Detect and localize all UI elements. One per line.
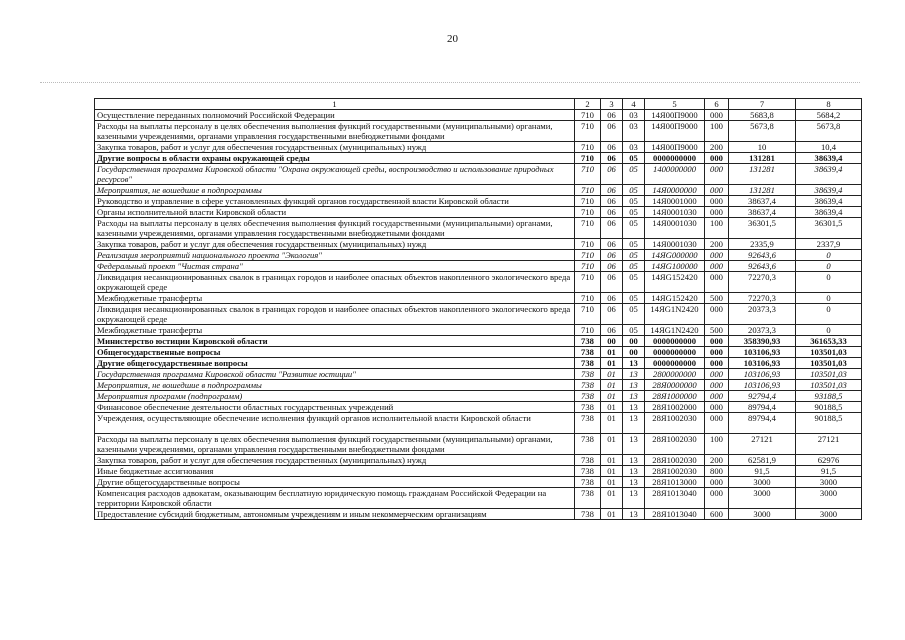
row-name-cell: Иные бюджетные ассигнования bbox=[95, 466, 575, 477]
row-name-cell: Мероприятия программ (подпрограмм) bbox=[95, 391, 575, 402]
row-amount-2021-cell: 103501,03 bbox=[796, 369, 862, 380]
table-row bbox=[95, 218, 862, 239]
row-subsection-cell: 05 bbox=[623, 196, 645, 207]
row-target-article-cell: 28Я1000000 bbox=[645, 391, 705, 402]
row-expense-type-cell: 000 bbox=[705, 477, 729, 488]
header-row bbox=[95, 99, 862, 110]
row-section-cell: 06 bbox=[601, 164, 623, 185]
table-row bbox=[95, 347, 862, 358]
table-row bbox=[95, 413, 862, 434]
table-row bbox=[95, 434, 862, 455]
row-amount-2021-cell: 91,5 bbox=[796, 466, 862, 477]
header-cell: 3 bbox=[601, 99, 623, 110]
row-expense-type-cell: 100 bbox=[705, 121, 729, 142]
row-amount-2021-cell: 38639,4 bbox=[796, 207, 862, 218]
row-name-cell: Другие вопросы в области охраны окружающей среды bbox=[95, 153, 575, 164]
row-expense-type-cell: 200 bbox=[705, 455, 729, 466]
row-amount-2020-cell: 72270,3 bbox=[729, 293, 796, 304]
row-ved-cell: 710 bbox=[575, 272, 601, 293]
row-subsection-cell: 13 bbox=[623, 402, 645, 413]
row-ved-cell: 710 bbox=[575, 304, 601, 325]
table-row bbox=[95, 239, 862, 250]
row-target-article-cell: 14Я0001030 bbox=[645, 239, 705, 250]
row-expense-type-cell: 000 bbox=[705, 413, 729, 434]
row-name-cell: Федеральный проект "Чистая страна" bbox=[95, 261, 575, 272]
row-ved-cell: 738 bbox=[575, 380, 601, 391]
row-amount-2021-cell: 38639,4 bbox=[796, 164, 862, 185]
row-target-article-cell: 14Я0001000 bbox=[645, 196, 705, 207]
row-subsection-cell: 05 bbox=[623, 185, 645, 196]
row-expense-type-cell: 000 bbox=[705, 358, 729, 369]
row-ved-cell: 738 bbox=[575, 466, 601, 477]
row-amount-2021-cell: 361653,33 bbox=[796, 336, 862, 347]
row-target-article-cell: 1400000000 bbox=[645, 164, 705, 185]
row-ved-cell: 738 bbox=[575, 477, 601, 488]
row-amount-2021-cell: 38639,4 bbox=[796, 153, 862, 164]
table-row bbox=[95, 196, 862, 207]
row-expense-type-cell: 000 bbox=[705, 250, 729, 261]
row-target-article-cell: 14Я00П9000 bbox=[645, 121, 705, 142]
row-amount-2020-cell: 3000 bbox=[729, 477, 796, 488]
row-section-cell: 06 bbox=[601, 304, 623, 325]
row-section-cell: 01 bbox=[601, 455, 623, 466]
row-expense-type-cell: 000 bbox=[705, 336, 729, 347]
row-target-article-cell: 0000000000 bbox=[645, 153, 705, 164]
row-amount-2020-cell: 2335,9 bbox=[729, 239, 796, 250]
row-name-cell: Межбюджетные трансферты bbox=[95, 293, 575, 304]
row-target-article-cell: 0000000000 bbox=[645, 347, 705, 358]
row-name-cell: Расходы на выплаты персоналу в целях обеспечения выполнения функций государственными (муниципальными) органами, казенными учреждениями, органами управления государственными внебюджетными фондами bbox=[95, 121, 575, 142]
table-row bbox=[95, 391, 862, 402]
row-amount-2021-cell: 27121 bbox=[796, 434, 862, 455]
row-amount-2021-cell: 0 bbox=[796, 304, 862, 325]
row-section-cell: 00 bbox=[601, 336, 623, 347]
row-subsection-cell: 05 bbox=[623, 304, 645, 325]
row-subsection-cell: 13 bbox=[623, 488, 645, 509]
row-amount-2020-cell: 91,5 bbox=[729, 466, 796, 477]
row-amount-2020-cell: 89794,4 bbox=[729, 402, 796, 413]
row-ved-cell: 738 bbox=[575, 402, 601, 413]
row-expense-type-cell: 000 bbox=[705, 304, 729, 325]
row-amount-2020-cell: 103106,93 bbox=[729, 369, 796, 380]
row-target-article-cell: 14ЯG100000 bbox=[645, 261, 705, 272]
row-section-cell: 06 bbox=[601, 325, 623, 336]
row-name-cell: Реализация мероприятий национального проекта "Экология" bbox=[95, 250, 575, 261]
row-section-cell: 06 bbox=[601, 293, 623, 304]
row-name-cell: Предоставление субсидий бюджетным, автономным учреждениям и иным некоммерческим организациям bbox=[95, 509, 575, 520]
table-row bbox=[95, 142, 862, 153]
row-ved-cell: 738 bbox=[575, 455, 601, 466]
row-expense-type-cell: 600 bbox=[705, 509, 729, 520]
row-amount-2020-cell: 103106,93 bbox=[729, 347, 796, 358]
row-name-cell: Закупка товаров, работ и услуг для обеспечения государственных (муниципальных) нужд bbox=[95, 142, 575, 153]
row-subsection-cell: 05 bbox=[623, 153, 645, 164]
row-subsection-cell: 05 bbox=[623, 325, 645, 336]
row-subsection-cell: 13 bbox=[623, 466, 645, 477]
row-amount-2020-cell: 72270,3 bbox=[729, 272, 796, 293]
row-target-article-cell: 14ЯG1N2420 bbox=[645, 304, 705, 325]
row-subsection-cell: 05 bbox=[623, 293, 645, 304]
row-section-cell: 06 bbox=[601, 196, 623, 207]
row-amount-2021-cell: 90188,5 bbox=[796, 413, 862, 434]
header-cell: 2 bbox=[575, 99, 601, 110]
row-expense-type-cell: 000 bbox=[705, 185, 729, 196]
budget-table bbox=[94, 98, 862, 520]
row-section-cell: 06 bbox=[601, 218, 623, 239]
row-name-cell: Осуществление переданных полномочий Российской Федерации bbox=[95, 110, 575, 121]
row-amount-2021-cell: 38639,4 bbox=[796, 196, 862, 207]
row-name-cell: Ликвидация несанкционированных свалок в границах городов и наиболее опасных объектов накопленного экологического вреда окружающей среде bbox=[95, 304, 575, 325]
row-expense-type-cell: 000 bbox=[705, 369, 729, 380]
table-row bbox=[95, 185, 862, 196]
row-ved-cell: 738 bbox=[575, 413, 601, 434]
row-section-cell: 01 bbox=[601, 380, 623, 391]
row-section-cell: 01 bbox=[601, 413, 623, 434]
row-target-article-cell: 14ЯG000000 bbox=[645, 250, 705, 261]
row-amount-2020-cell: 5683,8 bbox=[729, 110, 796, 121]
row-ved-cell: 738 bbox=[575, 509, 601, 520]
row-amount-2021-cell: 90188,5 bbox=[796, 402, 862, 413]
row-amount-2020-cell: 5673,8 bbox=[729, 121, 796, 142]
row-amount-2020-cell: 358390,93 bbox=[729, 336, 796, 347]
table-row bbox=[95, 325, 862, 336]
row-target-article-cell: 14ЯG1N2420 bbox=[645, 325, 705, 336]
table-row bbox=[95, 402, 862, 413]
row-amount-2021-cell: 93188,5 bbox=[796, 391, 862, 402]
table-row bbox=[95, 164, 862, 185]
row-expense-type-cell: 000 bbox=[705, 272, 729, 293]
row-expense-type-cell: 000 bbox=[705, 380, 729, 391]
row-target-article-cell: 28Я0000000 bbox=[645, 380, 705, 391]
row-name-cell: Межбюджетные трансферты bbox=[95, 325, 575, 336]
table-body bbox=[95, 99, 862, 520]
row-amount-2020-cell: 92643,6 bbox=[729, 250, 796, 261]
page-number: 20 bbox=[447, 33, 458, 45]
row-subsection-cell: 13 bbox=[623, 413, 645, 434]
row-name-cell: Расходы на выплаты персоналу в целях обеспечения выполнения функций государственными (муниципальными) органами, казенными учреждениями, органами управления государственными внебюджетными фондами bbox=[95, 434, 575, 455]
row-expense-type-cell: 000 bbox=[705, 110, 729, 121]
row-amount-2020-cell: 38637,4 bbox=[729, 196, 796, 207]
table-row bbox=[95, 121, 862, 142]
table-row bbox=[95, 261, 862, 272]
row-expense-type-cell: 000 bbox=[705, 164, 729, 185]
row-name-cell: Другие общегосударственные вопросы bbox=[95, 477, 575, 488]
row-section-cell: 01 bbox=[601, 391, 623, 402]
row-ved-cell: 710 bbox=[575, 142, 601, 153]
row-target-article-cell: 28Я1002030 bbox=[645, 455, 705, 466]
row-ved-cell: 710 bbox=[575, 164, 601, 185]
row-expense-type-cell: 000 bbox=[705, 153, 729, 164]
row-amount-2021-cell: 36301,5 bbox=[796, 218, 862, 239]
row-section-cell: 06 bbox=[601, 121, 623, 142]
row-name-cell: Учреждения, осуществляющие обеспечение исполнения функций органов исполнительной власти Кировской области bbox=[95, 413, 575, 434]
row-ved-cell: 710 bbox=[575, 239, 601, 250]
row-section-cell: 06 bbox=[601, 250, 623, 261]
row-amount-2020-cell: 131281 bbox=[729, 164, 796, 185]
row-section-cell: 01 bbox=[601, 488, 623, 509]
header-cell: 1 bbox=[95, 99, 575, 110]
row-amount-2020-cell: 20373,3 bbox=[729, 304, 796, 325]
row-section-cell: 06 bbox=[601, 153, 623, 164]
row-subsection-cell: 13 bbox=[623, 369, 645, 380]
header-cell: 6 bbox=[705, 99, 729, 110]
row-ved-cell: 710 bbox=[575, 207, 601, 218]
row-name-cell: Министерство юстиции Кировской области bbox=[95, 336, 575, 347]
row-target-article-cell: 28Я1002030 bbox=[645, 413, 705, 434]
table-row bbox=[95, 358, 862, 369]
table-row bbox=[95, 304, 862, 325]
row-subsection-cell: 13 bbox=[623, 477, 645, 488]
row-expense-type-cell: 800 bbox=[705, 466, 729, 477]
row-target-article-cell: 0000000000 bbox=[645, 336, 705, 347]
row-expense-type-cell: 200 bbox=[705, 239, 729, 250]
row-name-cell: Ликвидация несанкционированных свалок в границах городов и наиболее опасных объектов накопленного экологического вреда окружающей среде bbox=[95, 272, 575, 293]
row-target-article-cell: 2800000000 bbox=[645, 369, 705, 380]
row-amount-2021-cell: 103501,03 bbox=[796, 380, 862, 391]
row-amount-2021-cell: 0 bbox=[796, 250, 862, 261]
row-name-cell: Компенсация расходов адвокатам, оказывающим бесплатную юридическую помощь гражданам Российской Федерации на территории Кировской области bbox=[95, 488, 575, 509]
row-name-cell: Расходы на выплаты персоналу в целях обеспечения выполнения функций государственными (муниципальными) органами, казенными учреждениями, органами управления государственными внебюджетными фондами bbox=[95, 218, 575, 239]
row-subsection-cell: 03 bbox=[623, 121, 645, 142]
row-amount-2020-cell: 62581,9 bbox=[729, 455, 796, 466]
row-section-cell: 06 bbox=[601, 142, 623, 153]
row-ved-cell: 710 bbox=[575, 196, 601, 207]
row-subsection-cell: 13 bbox=[623, 455, 645, 466]
table-row bbox=[95, 455, 862, 466]
row-subsection-cell: 13 bbox=[623, 391, 645, 402]
row-section-cell: 06 bbox=[601, 261, 623, 272]
table-row bbox=[95, 509, 862, 520]
row-subsection-cell: 05 bbox=[623, 218, 645, 239]
row-amount-2021-cell: 3000 bbox=[796, 477, 862, 488]
row-expense-type-cell: 000 bbox=[705, 391, 729, 402]
table-row bbox=[95, 272, 862, 293]
row-ved-cell: 710 bbox=[575, 325, 601, 336]
row-ved-cell: 738 bbox=[575, 488, 601, 509]
row-target-article-cell: 14Я00П9000 bbox=[645, 142, 705, 153]
row-target-article-cell: 14ЯG152420 bbox=[645, 272, 705, 293]
row-amount-2021-cell: 0 bbox=[796, 293, 862, 304]
row-name-cell: Государственная программа Кировской области "Охрана окружающей среды, воспроизводство и использование природных ресурсов" bbox=[95, 164, 575, 185]
row-name-cell: Органы исполнительной власти Кировской области bbox=[95, 207, 575, 218]
header-cell: 8 bbox=[796, 99, 862, 110]
row-subsection-cell: 13 bbox=[623, 358, 645, 369]
row-ved-cell: 710 bbox=[575, 218, 601, 239]
row-section-cell: 06 bbox=[601, 272, 623, 293]
row-name-cell: Мероприятия, не вошедшие в подпрограммы bbox=[95, 380, 575, 391]
row-subsection-cell: 13 bbox=[623, 509, 645, 520]
row-section-cell: 06 bbox=[601, 185, 623, 196]
row-section-cell: 06 bbox=[601, 239, 623, 250]
header-cell: 5 bbox=[645, 99, 705, 110]
row-section-cell: 01 bbox=[601, 369, 623, 380]
row-amount-2020-cell: 10 bbox=[729, 142, 796, 153]
row-name-cell: Закупка товаров, работ и услуг для обеспечения государственных (муниципальных) нужд bbox=[95, 239, 575, 250]
header-cell: 4 bbox=[623, 99, 645, 110]
table-row bbox=[95, 336, 862, 347]
row-expense-type-cell: 000 bbox=[705, 196, 729, 207]
row-subsection-cell: 13 bbox=[623, 380, 645, 391]
row-subsection-cell: 05 bbox=[623, 272, 645, 293]
row-amount-2020-cell: 36301,5 bbox=[729, 218, 796, 239]
row-target-article-cell: 14Я0001030 bbox=[645, 218, 705, 239]
row-amount-2020-cell: 131281 bbox=[729, 153, 796, 164]
row-section-cell: 01 bbox=[601, 402, 623, 413]
row-amount-2021-cell: 3000 bbox=[796, 509, 862, 520]
row-amount-2021-cell: 5684,2 bbox=[796, 110, 862, 121]
row-amount-2021-cell: 62976 bbox=[796, 455, 862, 466]
row-target-article-cell: 28Я1013040 bbox=[645, 488, 705, 509]
row-amount-2021-cell: 3000 bbox=[796, 488, 862, 509]
scan-noise-line bbox=[40, 82, 860, 84]
row-expense-type-cell: 000 bbox=[705, 261, 729, 272]
row-amount-2021-cell: 38639,4 bbox=[796, 185, 862, 196]
row-ved-cell: 738 bbox=[575, 391, 601, 402]
row-name-cell: Закупка товаров, работ и услуг для обеспечения государственных (муниципальных) нужд bbox=[95, 455, 575, 466]
table-row bbox=[95, 380, 862, 391]
table-row bbox=[95, 293, 862, 304]
row-subsection-cell: 05 bbox=[623, 207, 645, 218]
row-amount-2020-cell: 38637,4 bbox=[729, 207, 796, 218]
row-target-article-cell: 14Я0001030 bbox=[645, 207, 705, 218]
row-section-cell: 06 bbox=[601, 110, 623, 121]
row-subsection-cell: 05 bbox=[623, 239, 645, 250]
row-ved-cell: 710 bbox=[575, 185, 601, 196]
row-amount-2021-cell: 103501,03 bbox=[796, 347, 862, 358]
row-amount-2021-cell: 0 bbox=[796, 325, 862, 336]
row-section-cell: 01 bbox=[601, 358, 623, 369]
row-expense-type-cell: 000 bbox=[705, 207, 729, 218]
row-section-cell: 01 bbox=[601, 434, 623, 455]
table-row bbox=[95, 488, 862, 509]
row-ved-cell: 710 bbox=[575, 261, 601, 272]
row-ved-cell: 738 bbox=[575, 347, 601, 358]
row-amount-2020-cell: 3000 bbox=[729, 488, 796, 509]
row-section-cell: 06 bbox=[601, 207, 623, 218]
row-amount-2021-cell: 2337,9 bbox=[796, 239, 862, 250]
row-ved-cell: 710 bbox=[575, 110, 601, 121]
row-subsection-cell: 05 bbox=[623, 250, 645, 261]
row-ved-cell: 710 bbox=[575, 121, 601, 142]
row-amount-2020-cell: 103106,93 bbox=[729, 380, 796, 391]
row-ved-cell: 738 bbox=[575, 358, 601, 369]
row-expense-type-cell: 000 bbox=[705, 347, 729, 358]
row-subsection-cell: 00 bbox=[623, 347, 645, 358]
row-expense-type-cell: 100 bbox=[705, 218, 729, 239]
row-expense-type-cell: 000 bbox=[705, 488, 729, 509]
row-expense-type-cell: 500 bbox=[705, 325, 729, 336]
row-amount-2020-cell: 131281 bbox=[729, 185, 796, 196]
row-target-article-cell: 28Я1002030 bbox=[645, 466, 705, 477]
row-target-article-cell: 28Я1002000 bbox=[645, 402, 705, 413]
row-name-cell: Другие общегосударственные вопросы bbox=[95, 358, 575, 369]
row-amount-2021-cell: 10,4 bbox=[796, 142, 862, 153]
table-row bbox=[95, 207, 862, 218]
row-name-cell: Государственная программа Кировской области "Развитие юстиции" bbox=[95, 369, 575, 380]
row-amount-2021-cell: 0 bbox=[796, 261, 862, 272]
row-subsection-cell: 03 bbox=[623, 110, 645, 121]
row-name-cell: Мероприятия, не вошедшие в подпрограммы bbox=[95, 185, 575, 196]
row-ved-cell: 710 bbox=[575, 250, 601, 261]
row-amount-2021-cell: 103501,03 bbox=[796, 358, 862, 369]
row-section-cell: 01 bbox=[601, 466, 623, 477]
row-subsection-cell: 03 bbox=[623, 142, 645, 153]
table-row bbox=[95, 250, 862, 261]
row-expense-type-cell: 100 bbox=[705, 434, 729, 455]
row-section-cell: 01 bbox=[601, 477, 623, 488]
table-row bbox=[95, 110, 862, 121]
row-ved-cell: 738 bbox=[575, 434, 601, 455]
row-section-cell: 01 bbox=[601, 509, 623, 520]
row-target-article-cell: 28Я1013040 bbox=[645, 509, 705, 520]
row-subsection-cell: 05 bbox=[623, 164, 645, 185]
row-amount-2020-cell: 27121 bbox=[729, 434, 796, 455]
row-target-article-cell: 28Я1013000 bbox=[645, 477, 705, 488]
row-expense-type-cell: 000 bbox=[705, 402, 729, 413]
table-row bbox=[95, 369, 862, 380]
table-row bbox=[95, 477, 862, 488]
row-target-article-cell: 0000000000 bbox=[645, 358, 705, 369]
row-target-article-cell: 28Я1002030 bbox=[645, 434, 705, 455]
row-subsection-cell: 13 bbox=[623, 434, 645, 455]
row-ved-cell: 738 bbox=[575, 369, 601, 380]
table-row bbox=[95, 466, 862, 477]
row-amount-2020-cell: 92643,6 bbox=[729, 261, 796, 272]
row-ved-cell: 738 bbox=[575, 336, 601, 347]
table-row bbox=[95, 153, 862, 164]
row-ved-cell: 710 bbox=[575, 153, 601, 164]
row-section-cell: 01 bbox=[601, 347, 623, 358]
row-amount-2020-cell: 103106,93 bbox=[729, 358, 796, 369]
row-target-article-cell: 14ЯG152420 bbox=[645, 293, 705, 304]
row-target-article-cell: 14Я00П9000 bbox=[645, 110, 705, 121]
row-subsection-cell: 00 bbox=[623, 336, 645, 347]
row-amount-2020-cell: 20373,3 bbox=[729, 325, 796, 336]
row-target-article-cell: 14Я0000000 bbox=[645, 185, 705, 196]
row-amount-2020-cell: 3000 bbox=[729, 509, 796, 520]
row-name-cell: Руководство и управление в сфере установленных функций органов государственной власти Кировской области bbox=[95, 196, 575, 207]
header-cell: 7 bbox=[729, 99, 796, 110]
row-ved-cell: 710 bbox=[575, 293, 601, 304]
row-expense-type-cell: 200 bbox=[705, 142, 729, 153]
row-name-cell: Финансовое обеспечение деятельности областных государственных учреждений bbox=[95, 402, 575, 413]
row-amount-2020-cell: 89794,4 bbox=[729, 413, 796, 434]
row-amount-2021-cell: 0 bbox=[796, 272, 862, 293]
row-expense-type-cell: 500 bbox=[705, 293, 729, 304]
row-name-cell: Общегосударственные вопросы bbox=[95, 347, 575, 358]
row-amount-2020-cell: 92794,4 bbox=[729, 391, 796, 402]
row-subsection-cell: 05 bbox=[623, 261, 645, 272]
row-amount-2021-cell: 5673,8 bbox=[796, 121, 862, 142]
